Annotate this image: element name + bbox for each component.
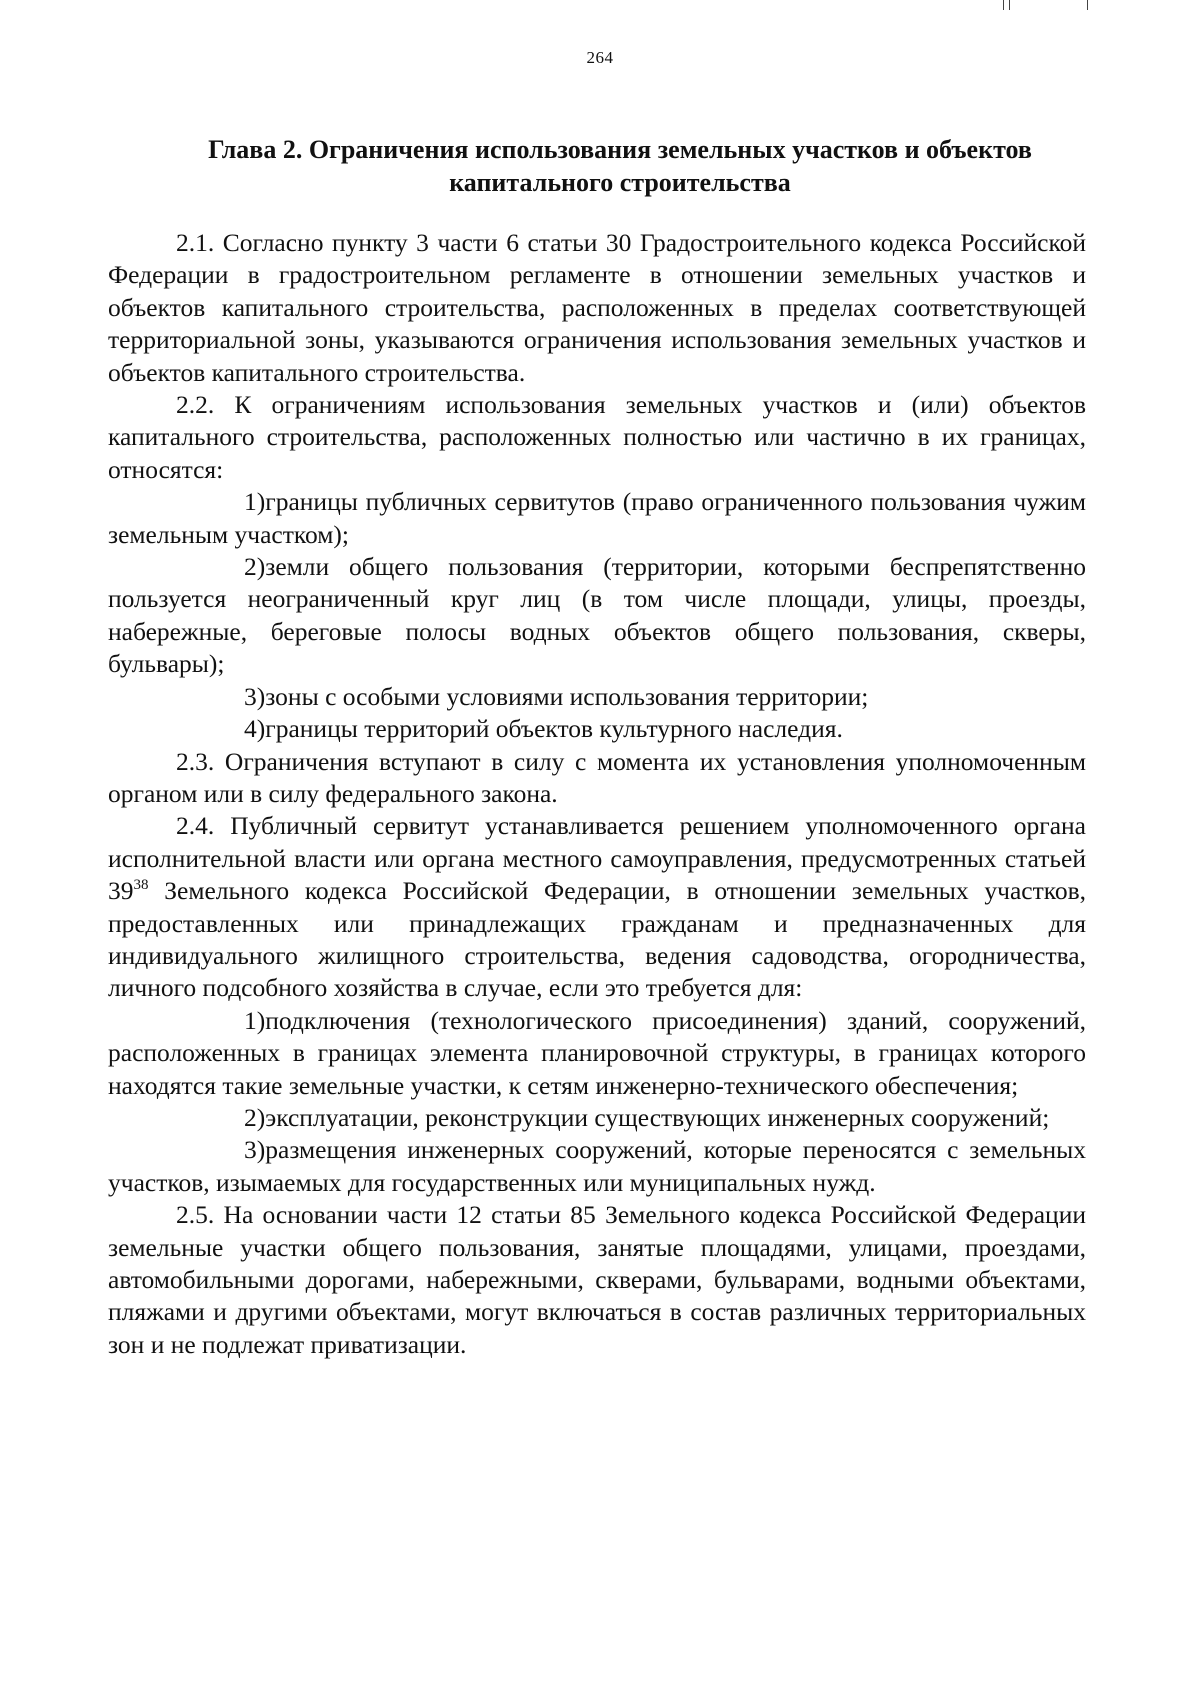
- scan-artifact: [1003, 0, 1004, 10]
- document-body: [108, 227, 1086, 1361]
- list-item-text: подключения (технологического присоединения) зданий, сооружений, расположенных в границах элемента планировочной структуры, в границах которого находятся такие земельные участки, к сетям инженерно-технического обеспечения;: [108, 1005, 1086, 1100]
- list-item-number: 2): [244, 1102, 266, 1132]
- list-item-number: 4): [244, 714, 266, 744]
- paragraph-2-4-text: 2.4. Публичный сервитут устанавливается решением уполномоченного органа исполнительной власти или органа местного самоуправления, предусмотренных статьей 39: [108, 811, 1086, 906]
- scan-artifact: [1009, 0, 1010, 10]
- list-item-number: 1): [244, 487, 266, 517]
- paragraph-2-4: [108, 810, 1086, 1004]
- list-item-text: размещения инженерных сооружений, которые переносятся с земельных участков, изымаемых для государственных или муниципальных нужд.: [108, 1135, 1086, 1197]
- chapter-title-line-2: капитального строительства: [449, 168, 791, 197]
- chapter-title-line-1: Глава 2. Ограничения использования земельных участков и объектов: [208, 135, 1032, 164]
- article-superscript: 38: [133, 877, 149, 894]
- list-item-number: 3): [244, 681, 266, 711]
- list-item-text: границы публичных сервитутов (право ограниченного пользования чужим земельным участком);: [108, 487, 1086, 549]
- paragraph-2-2: 2.2. К ограничениям использования земельных участков и (или) объектов капитального строительства, расположенных полностью или частично в их границах, относятся:: [108, 390, 1086, 484]
- paragraph-2-1: 2.1. Согласно пункту 3 части 6 статьи 30 Градостроительного кодекса Российской Федерации в градостроительном регламенте в отношении земельных участков и объектов капитального строительства, расположенных в пределах соответствующей территориальной зоны, указываются ограничения использования земельных участков и объектов капитального строительства.: [108, 228, 1086, 387]
- list-item: [108, 1134, 1086, 1199]
- page-number: 264: [586, 48, 614, 67]
- list-item-text: эксплуатации, реконструкции существующих инженерных сооружений;: [265, 1102, 1050, 1132]
- list-item-text: зоны с особыми условиями использования территории;: [265, 681, 869, 711]
- list-item: [108, 1102, 1086, 1134]
- list-item-number: 2): [244, 552, 266, 582]
- chapter-title: [150, 133, 1090, 199]
- list-item-text: границы территорий объектов культурного наследия.: [265, 714, 843, 744]
- paragraph-2-5: 2.5. На основании части 12 статьи 85 Земельного кодекса Российской Федерации земельные участки общего пользования, занятые площадями, улицами, проездами, автомобильными дорогами, набережными, скверами, бульварами, водными объектами, пляжами и другими объектами, могут включаться в состав различных территориальных зон и не подлежат приватизации.: [108, 1200, 1086, 1359]
- list-item-number: 1): [244, 1005, 266, 1035]
- scan-artifact: [1087, 0, 1088, 10]
- list-item-number: 3): [244, 1135, 266, 1165]
- list-item: [108, 681, 1086, 713]
- list-item-text: земли общего пользования (территории, которыми беспрепятственно пользуется неограниченный круг лиц (в том числе площади, улицы, проезды, набережные, береговые полосы водных объектов общего пользования, скверы, бульвары);: [108, 552, 1086, 679]
- list-item: [108, 486, 1086, 551]
- list-item: [108, 1005, 1086, 1102]
- list-item: [108, 551, 1086, 681]
- paragraph-2-3: 2.3. Ограничения вступают в силу с момента их установления уполномоченным органом или в силу федерального закона.: [108, 746, 1086, 808]
- paragraph-2-4-text-cont: Земельного кодекса Российской Федерации, в отношении земельных участков, предоставленных или принадлежащих гражданам и предназначенных для индивидуального жилищного строительства, ведения садоводства, огородничества, личного подсобного хозяйства в случае, если это требуется для:: [108, 876, 1086, 1003]
- list-item: [108, 713, 1086, 745]
